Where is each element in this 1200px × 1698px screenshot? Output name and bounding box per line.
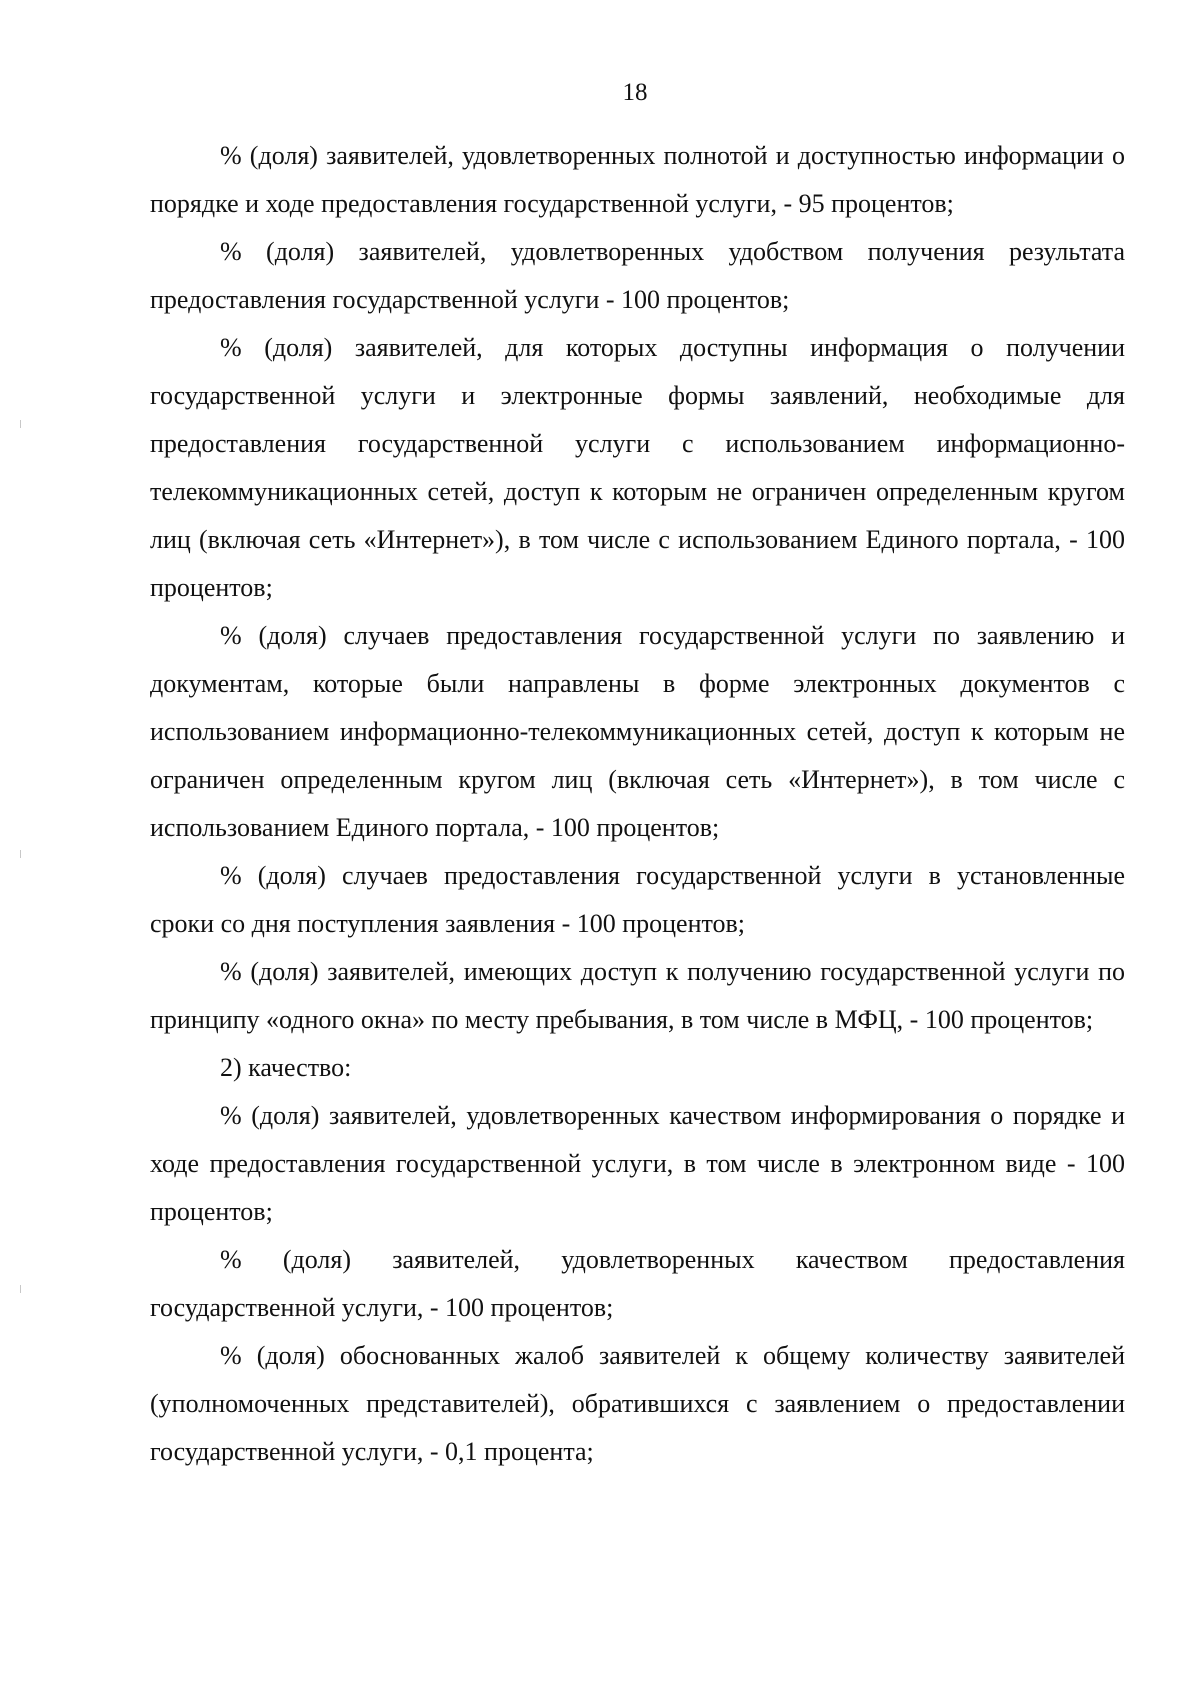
document-body: [150, 132, 1125, 1476]
paragraph: % (доля) заявителей, для которых доступны информация о получении государственной услуги и электронные формы заявлений, необходимые для предоставления государственной услуги с использованием информационно-телекоммуникационных сетей, доступ к которым не ограничен определенным кругом лиц (включая сеть «Интернет»), в том числе с использованием Единого портала, - 100 процентов;: [150, 333, 1125, 602]
paragraph: % (доля) заявителей, удовлетворенных полнотой и доступностью информации о порядке и ходе предоставления государственной услуги, - 95 процентов;: [150, 141, 1125, 218]
paragraph: % (доля) заявителей, удовлетворенных качеством информирования о порядке и ходе предоставления государственной услуги, в том числе в электронном виде - 100 процентов;: [150, 1101, 1125, 1226]
paragraph: % (доля) заявителей, имеющих доступ к получению государственной услуги по принципу «одного окна» по месту пребывания, в том числе в МФЦ, - 100 процентов;: [150, 957, 1125, 1034]
scan-artifact: [20, 1285, 21, 1293]
paragraph: % (доля) случаев предоставления государственной услуги в установленные сроки со дня поступления заявления - 100 процентов;: [150, 861, 1125, 938]
paragraph: % (доля) обоснованных жалоб заявителей к общему количеству заявителей (уполномоченных представителей), обратившихся с заявлением о предоставлении государственной услуги, - 0,1 процента;: [150, 1341, 1125, 1466]
scan-artifact: [20, 420, 21, 428]
paragraph: % (доля) случаев предоставления государственной услуги по заявлению и документам, которые были направлены в форме электронных документов с использованием информационно-телекоммуникационных сетей, доступ к которым не ограничен определенным кругом лиц (включая сеть «Интернет»), в том числе с использованием Единого портала, - 100 процентов;: [150, 621, 1125, 842]
scan-artifact: [20, 850, 21, 858]
page-number: 18: [622, 79, 648, 106]
section-heading: 2) качество:: [220, 1053, 352, 1082]
paragraph: % (доля) заявителей, удовлетворенных качеством предоставления государственной услуги, - 100 процентов;: [150, 1245, 1125, 1322]
paragraph: % (доля) заявителей, удовлетворенных удобством получения результата предоставления государственной услуги - 100 процентов;: [150, 237, 1125, 314]
